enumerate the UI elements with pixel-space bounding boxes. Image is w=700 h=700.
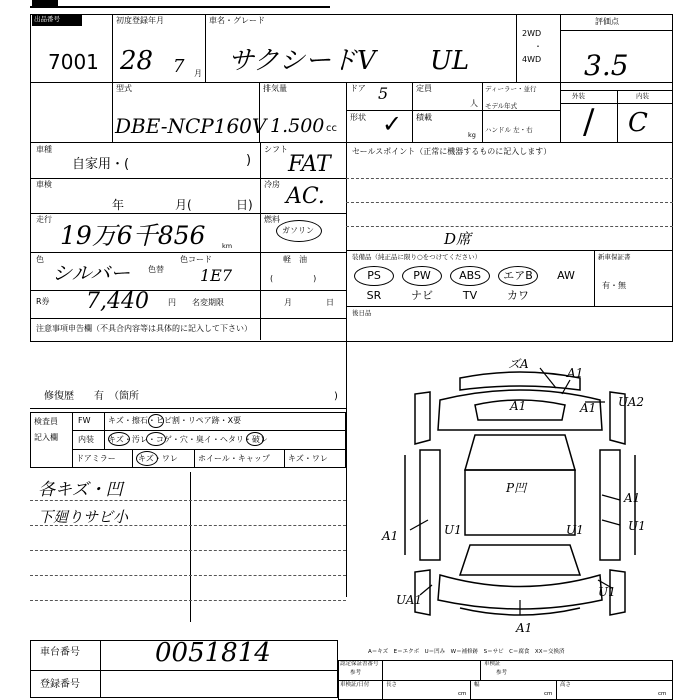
chassis-label: 車台番号 <box>40 647 80 658</box>
equipment-note: D席 <box>444 230 472 248</box>
diagram-legend: A＝キズ E＝エクボ U＝凹み W＝補修跡 S＝サビ C＝腐食 XX＝交換済 <box>368 649 565 655</box>
equipment-circle <box>402 266 442 286</box>
equipment-item: ナビ <box>411 289 433 302</box>
fuel-label: 燃料 <box>264 215 280 224</box>
diagram-mark-7: A1 <box>624 491 641 505</box>
new-cert-label: 新車保証書 <box>598 253 631 261</box>
disp-unit: cc <box>326 123 337 134</box>
inspect-label: 車検 <box>36 180 52 189</box>
usage-close: ) <box>246 153 252 168</box>
reg-label: 初度登録年月 <box>116 16 164 25</box>
score-value: 3.5 <box>584 49 629 82</box>
month-unit: 月 <box>194 69 202 78</box>
recycle-yen: 円 <box>168 298 176 307</box>
header-bar <box>30 0 330 8</box>
usage-value: 自家用・( <box>72 157 130 172</box>
code-label: 出品番号 <box>34 15 60 23</box>
cool-value: AC. <box>286 184 325 209</box>
color-label: 色 <box>36 255 44 264</box>
new-cert-value: 有・無 <box>602 281 626 290</box>
after-label: 後日品 <box>352 309 372 317</box>
drive-dot: ・ <box>534 42 542 51</box>
inspector-label-2: 記入欄 <box>34 433 58 442</box>
equipment-circle <box>450 266 490 286</box>
color-code: 1E7 <box>200 266 233 285</box>
diagram-mark-3: A1 <box>510 399 527 413</box>
inspector-row1: キズ・擦石・ヒビ割・リペア跡・X要 <box>108 416 242 425</box>
shape-label: 形状 <box>350 113 366 122</box>
equipment-item: AW <box>557 269 575 282</box>
load-unit: kg <box>468 131 476 139</box>
inspector-label-1: 検査員 <box>34 417 58 426</box>
year-label: モデル年式 <box>485 102 518 110</box>
warranty-day: 日 <box>326 298 334 307</box>
score-int: C <box>628 108 648 138</box>
code-value: 7001 <box>48 50 99 74</box>
door-label: ドア <box>350 84 366 93</box>
diagram-mark-2: A1 <box>567 366 584 380</box>
br-label-4: 参考 <box>496 670 508 676</box>
score-int-label: 内装 <box>636 92 649 100</box>
diagram-mark-9: U1 <box>444 523 462 537</box>
br-label-7: 幅 <box>474 682 480 688</box>
chassis-value: 0051814 <box>155 638 271 668</box>
inspector-row3-b: ホイール・キャップ <box>198 454 270 463</box>
diagram-mark-13: U1 <box>598 585 616 599</box>
usage-label: 車種 <box>36 145 52 154</box>
equipment-item: PS <box>367 269 381 282</box>
br-unit-3: cm <box>658 691 667 697</box>
mileage-label: 走行 <box>36 215 52 224</box>
br-label-5: 車検証/日付 <box>340 682 370 688</box>
warranty-month: 月 <box>284 298 292 307</box>
diagram-mark-4: UA2 <box>618 395 645 409</box>
name-label: 車名・グレード <box>209 16 265 25</box>
mileage-unit: km <box>222 242 233 250</box>
sales-label: セールスポイント（正常に機器するものに記入します） <box>352 147 552 156</box>
plate-label: 登録番号 <box>40 679 80 690</box>
load-label: 積載 <box>416 113 432 122</box>
br-label-1: 認定保証書番号 <box>340 661 379 667</box>
handle-label: ハンドル 左・右 <box>485 126 533 134</box>
type-value: DBE-NCP160V <box>115 114 267 138</box>
inspector-row3-c: キズ・ワレ <box>288 454 328 463</box>
equipment-circle <box>354 266 394 286</box>
drive-2wd: 2WD <box>522 29 542 38</box>
br-unit-2: cm <box>544 691 553 697</box>
diagram-mark-6: P凹 <box>506 481 527 495</box>
fuel-paren: ( ) <box>270 274 317 283</box>
repair-label: 修復歴 有 （箇所 <box>44 391 139 402</box>
br-label-6: 長さ <box>386 682 398 688</box>
inspect-year: 年 <box>112 198 125 212</box>
reg-year: 28 <box>120 46 154 76</box>
br-label-3: 車検証 <box>484 661 501 667</box>
equipment-label: 装備品（純正品に限り○をつけてください） <box>352 253 482 261</box>
diagram-mark-10: U1 <box>566 523 584 537</box>
cap-unit: 人 <box>470 99 478 108</box>
comment-line-2: 下廻りサビ小 <box>38 508 129 526</box>
color-value: シルバー <box>52 261 131 285</box>
inspect-month: 月( <box>175 198 192 212</box>
diagram-mark-14: A1 <box>516 621 533 635</box>
score-ext-label: 外装 <box>572 92 585 100</box>
inspect-day: 日) <box>236 198 253 212</box>
equipment-item: SR <box>366 289 382 302</box>
shift-label: シフト <box>264 145 288 154</box>
score-ext: / <box>583 102 595 142</box>
reg-month: 7 <box>173 56 185 77</box>
model-name: サクシードV <box>228 46 376 76</box>
shift-value: FAT <box>288 152 331 177</box>
recycle-value: 7,440 <box>86 289 149 314</box>
inspector-row3-head: ドアミラー <box>76 454 116 463</box>
disp-value: 1.500 <box>270 115 325 137</box>
recycle-label: R券 <box>36 297 50 306</box>
diagram-mark-11: U1 <box>628 519 646 533</box>
br-label-2: 参考 <box>350 670 362 676</box>
inspector-row2-head: 内装 <box>78 435 94 444</box>
type-label: 型式 <box>116 84 132 93</box>
br-label-8: 高さ <box>560 682 572 688</box>
grade-name: UL <box>430 46 470 76</box>
equipment-item: PW <box>413 269 431 282</box>
shape-value: ✓ <box>382 110 403 138</box>
door-value: 5 <box>378 84 389 103</box>
color-code-label: 色コード <box>180 255 212 264</box>
fuel-value: ガソリン <box>282 226 314 235</box>
diagram-mark-1: ズA <box>508 357 529 371</box>
inspector-row2: キズ・汚レ・コゲ・穴・臭イ・ヘタリ・破レ <box>108 435 268 444</box>
warranty-label: 名変期限 <box>192 298 224 307</box>
disp-label: 排気量 <box>263 84 287 93</box>
header-black-box <box>32 0 58 6</box>
drive-4wd: 4WD <box>522 55 542 64</box>
cap-label: 定員 <box>416 84 432 93</box>
diagram-mark-12: UA1 <box>396 593 423 607</box>
equipment-circle <box>498 266 538 286</box>
dealer-label: ディーラー・並行 <box>485 85 537 93</box>
equipment-item: ABS <box>459 269 481 282</box>
mileage-value: 19万6千856 <box>60 221 206 250</box>
notes-label: 注意事項申告欄（不具合内容等は具体的に記入して下さい） <box>36 324 252 333</box>
diagram-mark-5: A1 <box>580 401 597 415</box>
diagram-mark-8: A1 <box>382 529 399 543</box>
fuel-diesel: 軽 油 <box>283 255 307 264</box>
equipment-item: カワ <box>507 289 529 302</box>
repair-close: ) <box>334 391 338 402</box>
comment-line-1: 各キズ・凹 <box>38 480 123 500</box>
equipment-item: TV <box>462 289 478 302</box>
color-chg-label: 色替 <box>148 265 164 274</box>
inspector-row3-a: キズ・ワレ <box>138 454 178 463</box>
cool-label: 冷房 <box>264 180 280 189</box>
equipment-item: エアB <box>503 269 533 282</box>
score-label: 評価点 <box>595 17 619 26</box>
inspector-row1-head: FW <box>78 416 91 425</box>
br-unit-1: cm <box>458 691 467 697</box>
